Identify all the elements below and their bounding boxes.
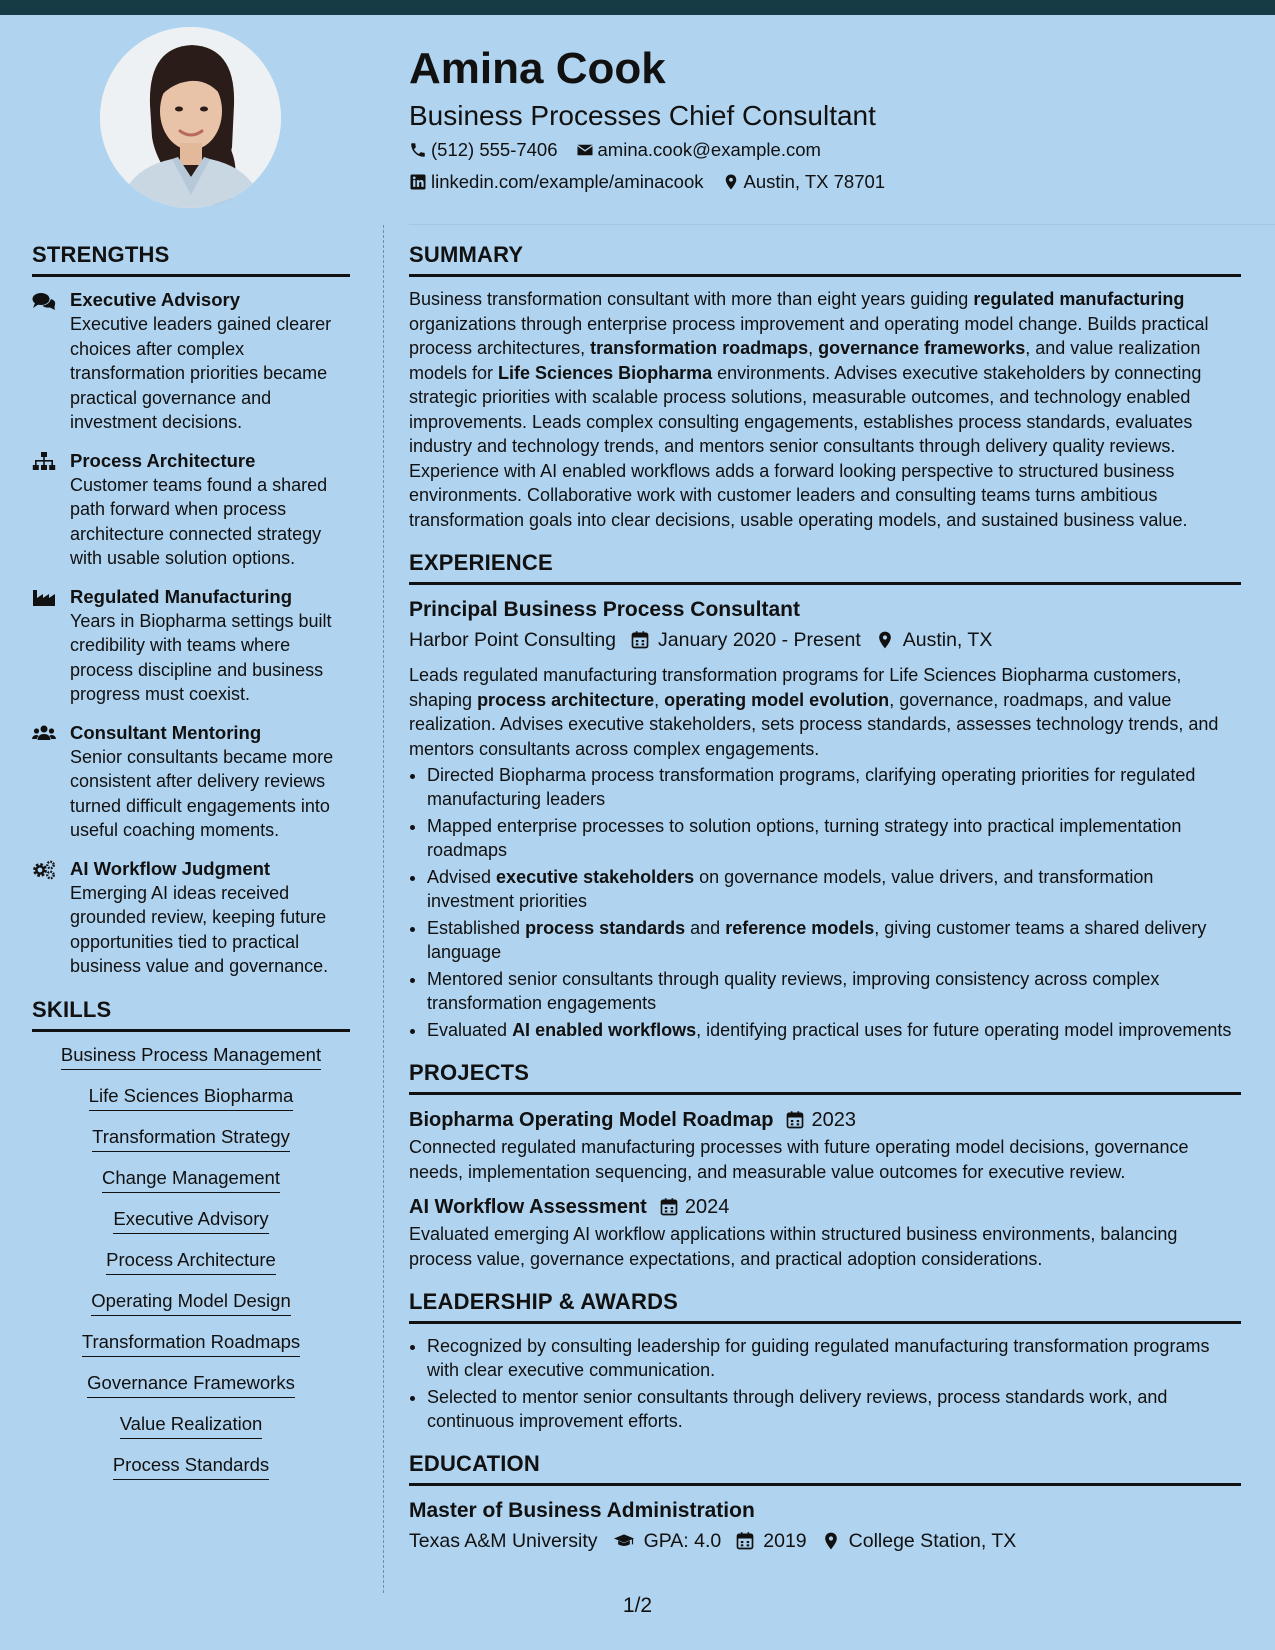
strength-text: Emerging AI ideas received grounded review, keeping future opportunities tied to practical business value and governance.	[70, 882, 329, 976]
strength-text: Customer teams found a shared path forward when process architecture connected strategy with usable solution options.	[70, 474, 328, 568]
company-name: Harbor Point Consulting	[409, 629, 617, 651]
industry-icon	[32, 588, 56, 608]
skill-item: Change Management	[32, 1165, 350, 1193]
leadership-item: • Selected to mentor senior consultants through delivery reviews, process standards work, and continuous improvement efforts.	[427, 1385, 1241, 1433]
education-section	[409, 1447, 1241, 1556]
skill-item: Transformation Strategy	[32, 1124, 350, 1152]
role-bullets	[409, 763, 1241, 1042]
project-item	[409, 1192, 1241, 1271]
strength-title: Consultant Mentoring	[70, 721, 262, 743]
strengths-heading: STRENGTHS	[32, 238, 350, 277]
project-text: Evaluated emerging AI workflow applications within structured business environments, balancing process value, governance expectations, and practical adoption considerations.	[409, 1224, 1178, 1269]
degree-title: Master of Business Administration	[409, 1499, 755, 1522]
bullet-item: • Mentored senior consultants through quality reviews, improving consistency across complex transformation engagements	[427, 967, 1241, 1015]
role-meta	[409, 625, 1241, 655]
summary-text: Business transformation consultant with more than eight years guiding regulated manufacturing organizations through enterprise process improvement and operating model change. Builds practical process architectures, transformation roadmaps, governance frameworks, and value realization models for Life Sciences Biopharma environments. Advises executive stakeholders by connecting strategic priorities with scalable process solutions, measurable outcomes, and technology enabled improvements. Leads complex consulting engagements, establishes process standards, evaluates industry and technology trends, and mentors senior consultants through delivery quality reviews. Experience with AI enabled workflows adds a forward looking perspective to structured business environments. Collaborative work with customer leaders and consulting teams turns ambitious transformation goals into clear decisions, usable operating models, and sustained business value.	[409, 289, 1209, 530]
education-heading: EDUCATION	[409, 1447, 1241, 1486]
users-icon	[32, 724, 56, 744]
email-text: amina.cook@example.com	[597, 139, 821, 160]
skill-item: Life Sciences Biopharma	[32, 1083, 350, 1111]
gears-icon	[32, 860, 56, 880]
calendar-icon	[735, 1531, 755, 1551]
skill-item: Business Process Management	[32, 1042, 350, 1070]
project-title: AI Workflow Assessment	[409, 1196, 647, 1218]
leadership-item: • Recognized by consulting leadership for guiding regulated manufacturing transformation programs with clear executive communication.	[427, 1334, 1241, 1382]
role-intro: Leads regulated manufacturing transformation programs for Life Sciences Biopharma customers, shaping process architecture, operating model evolution, governance, roadmaps, and value realization. Advises executive stakeholders, sets process standards, assesses technology trends, and mentors consultants across complex engagements.	[409, 665, 1219, 759]
skill-item: Governance Frameworks	[32, 1370, 350, 1398]
bullet-item: • Directed Biopharma process transformation programs, clarifying operating priorities for regulated manufacturing leaders	[427, 763, 1241, 811]
calendar-icon	[630, 630, 650, 650]
strengths-section	[32, 238, 350, 979]
strength-title: AI Workflow Judgment	[70, 857, 271, 879]
project-item	[409, 1105, 1241, 1184]
role-dates: January 2020 - Present	[630, 625, 861, 655]
education-location: College Station, TX	[821, 1526, 1017, 1556]
projects-heading: PROJECTS	[409, 1056, 1241, 1095]
location-contact	[722, 166, 886, 198]
skill-item: Process Standards	[32, 1452, 350, 1480]
header-rule	[409, 224, 1275, 225]
education-meta	[409, 1526, 1241, 1556]
project-text: Connected regulated manufacturing processes with future operating model decisions, governance needs, implementation sequencing, and measurable value outcomes for executive review.	[409, 1137, 1189, 1182]
linkedin-text: linkedin.com/example/aminacook	[431, 171, 704, 192]
top-bar	[0, 0, 1275, 15]
profile-photo	[100, 27, 281, 208]
strength-text: Senior consultants became more consistent after delivery reviews turned difficult engagements into useful coaching moments.	[70, 746, 334, 840]
role-location: Austin, TX	[875, 625, 993, 655]
skill-item: Operating Model Design	[32, 1288, 350, 1316]
graduation-cap-icon	[612, 1531, 636, 1551]
calendar-icon	[785, 1110, 805, 1130]
projects-section	[409, 1056, 1241, 1271]
experience-heading: EXPERIENCE	[409, 546, 1241, 585]
education-year: 2019	[735, 1526, 806, 1556]
strength-title: Executive Advisory	[70, 289, 241, 310]
page-indicator: 1/2	[622, 1594, 653, 1617]
strength-text: Years in Biopharma settings built credibility with teams where process discipline and business progress must coexist.	[70, 610, 332, 704]
bullet-item: • Established process standards and reference models, giving customer teams a shared delivery language	[427, 916, 1241, 964]
gpa: GPA: 4.0	[612, 1526, 722, 1556]
phone-text: (512) 555-7406	[431, 139, 558, 160]
skill-item: Executive Advisory	[32, 1206, 350, 1234]
bullet-item: • Evaluated AI enabled workflows, identifying practical uses for future operating model improvements	[427, 1018, 1241, 1042]
leadership-list	[409, 1334, 1241, 1433]
skill-item: Transformation Roadmaps	[32, 1329, 350, 1357]
map-pin-icon	[821, 1531, 841, 1551]
summary-section	[409, 238, 1241, 532]
phone-icon	[409, 141, 427, 159]
column-divider	[383, 225, 384, 1593]
sitemap-icon	[32, 452, 56, 472]
strength-title: Regulated Manufacturing	[70, 585, 293, 607]
experience-section	[409, 546, 1241, 1042]
comments-icon	[32, 291, 56, 311]
location-text: Austin, TX 78701	[743, 171, 886, 192]
summary-heading: SUMMARY	[409, 238, 1241, 277]
skill-item: Value Realization	[32, 1411, 350, 1439]
project-year: 2023	[785, 1105, 856, 1135]
skill-item: Process Architecture	[32, 1247, 350, 1275]
bullet-item: • Advised executive stakeholders on governance models, value drivers, and transformation investment priorities	[427, 865, 1241, 913]
project-year: 2024	[659, 1192, 730, 1222]
linkedin-contact[interactable]	[409, 166, 704, 198]
strength-text: Executive leaders gained clearer choices after complex transformation priorities became practical governance and investment decisions.	[70, 314, 332, 432]
strength-item	[32, 720, 350, 843]
contact-row-1	[409, 134, 1249, 166]
strength-item	[32, 287, 350, 435]
left-column	[32, 238, 350, 1494]
role-title: Principal Business Process Consultant	[409, 598, 800, 621]
contact-row-2	[409, 166, 1249, 198]
leadership-section	[409, 1285, 1241, 1433]
email-contact[interactable]	[576, 134, 821, 166]
envelope-icon	[576, 141, 594, 159]
skills-section	[32, 993, 350, 1480]
candidate-name: Amina Cook	[409, 44, 666, 93]
calendar-icon	[659, 1197, 679, 1217]
resume-header	[409, 40, 1249, 198]
project-title: Biopharma Operating Model Roadmap	[409, 1109, 774, 1131]
candidate-title: Business Processes Chief Consultant	[409, 100, 876, 131]
right-column	[409, 238, 1241, 1570]
skills-list	[32, 1042, 350, 1480]
map-pin-icon	[722, 173, 740, 191]
map-pin-icon	[875, 630, 895, 650]
strength-item	[32, 448, 350, 571]
school-name: Texas A&M University	[409, 1530, 598, 1552]
strength-title: Process Architecture	[70, 449, 256, 471]
strength-item	[32, 856, 350, 979]
skills-heading: SKILLS	[32, 993, 350, 1032]
linkedin-icon	[409, 173, 427, 191]
strength-item	[32, 584, 350, 707]
bullet-item: • Mapped enterprise processes to solution options, turning strategy into practical implementation roadmaps	[427, 814, 1241, 862]
leadership-heading: LEADERSHIP & AWARDS	[409, 1285, 1241, 1324]
phone-contact[interactable]	[409, 134, 558, 166]
